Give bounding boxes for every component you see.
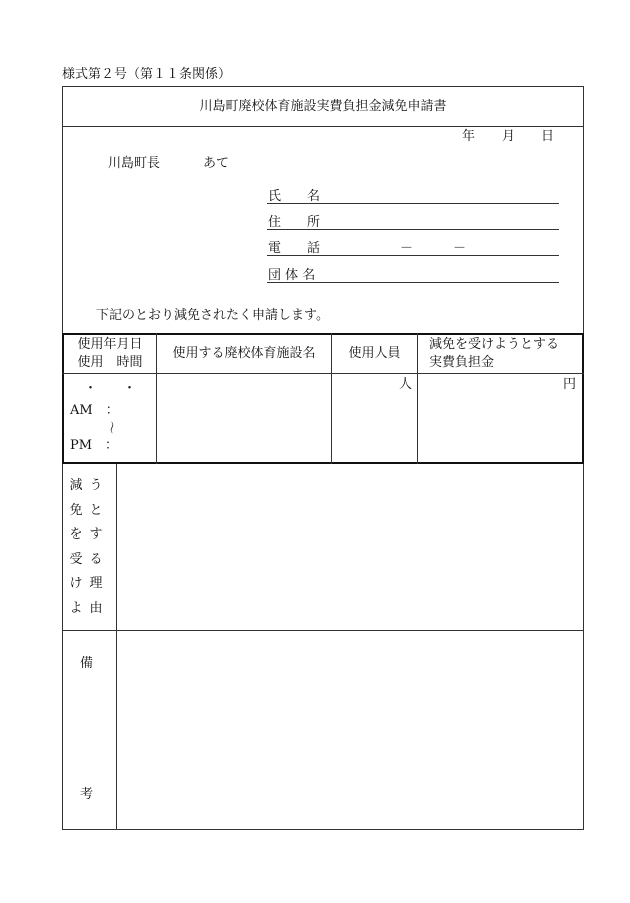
time-tilde: ～ [103, 420, 119, 435]
header-usage-time: 使用 時間 [77, 355, 143, 370]
header-facility-name: 使用する廃校体育施設名 [172, 346, 316, 361]
time-am: AM ： [70, 403, 119, 418]
applicant-name-field[interactable] [267, 203, 559, 204]
addressee-name: 川島町長 [108, 156, 161, 171]
header-reduction-amount-2: 実費負担金 [429, 355, 495, 370]
header-people-count: 使用人員 [348, 346, 401, 361]
header-usage-date: 使用年月日 [77, 337, 143, 352]
reason-text-area[interactable] [118, 466, 582, 628]
phone-separator-1: － [400, 241, 414, 256]
applicant-phone-field[interactable] [267, 255, 559, 256]
header-reduction-amount-1: 減免を受けようとする [429, 337, 560, 352]
remarks-text-area[interactable] [118, 632, 582, 828]
reason-label-divider [116, 464, 117, 830]
date-year: 年 [462, 129, 476, 144]
applicant-group-field[interactable] [267, 282, 559, 283]
form-outer-box [62, 86, 584, 335]
facility-name-cell[interactable] [158, 375, 330, 462]
phone-separator-2: － [453, 241, 467, 256]
applicant-address-field[interactable] [267, 229, 559, 230]
time-pm: PM ： [70, 438, 119, 453]
applicant-group-label: 団 体 名 [268, 268, 316, 283]
applicant-address-label: 住 所 [268, 215, 321, 230]
date-day: 日 [541, 129, 555, 144]
title-divider [62, 126, 584, 127]
remarks-label-bottom: 考 [80, 787, 94, 802]
form-title: 川島町廃校体育施設実費負担金減免申請書 [199, 99, 447, 114]
reason-label-left: 減免を受けよ [69, 478, 83, 616]
applicant-name-label: 氏 名 [268, 189, 321, 204]
usage-table-col-divider-3 [417, 333, 418, 464]
form-number: 様式第２号（第１１条関係） [62, 67, 232, 82]
addressee-suffix: あて [203, 156, 230, 171]
yen-unit: 円 [563, 377, 577, 392]
people-unit: 人 [399, 377, 413, 392]
date-dot-2: ・ [123, 381, 137, 396]
applicant-phone-label: 電 話 [268, 241, 321, 256]
statement: 下記のとおり減免されたく申請します。 [96, 308, 329, 323]
reason-label-right: うとする理由 [89, 478, 103, 616]
remarks-label-top: 備 [80, 656, 94, 671]
usage-table-header-divider [62, 373, 584, 374]
date-month: 月 [502, 129, 516, 144]
reason-remarks-divider [62, 630, 584, 631]
date-dot-1: ・ [84, 381, 98, 396]
